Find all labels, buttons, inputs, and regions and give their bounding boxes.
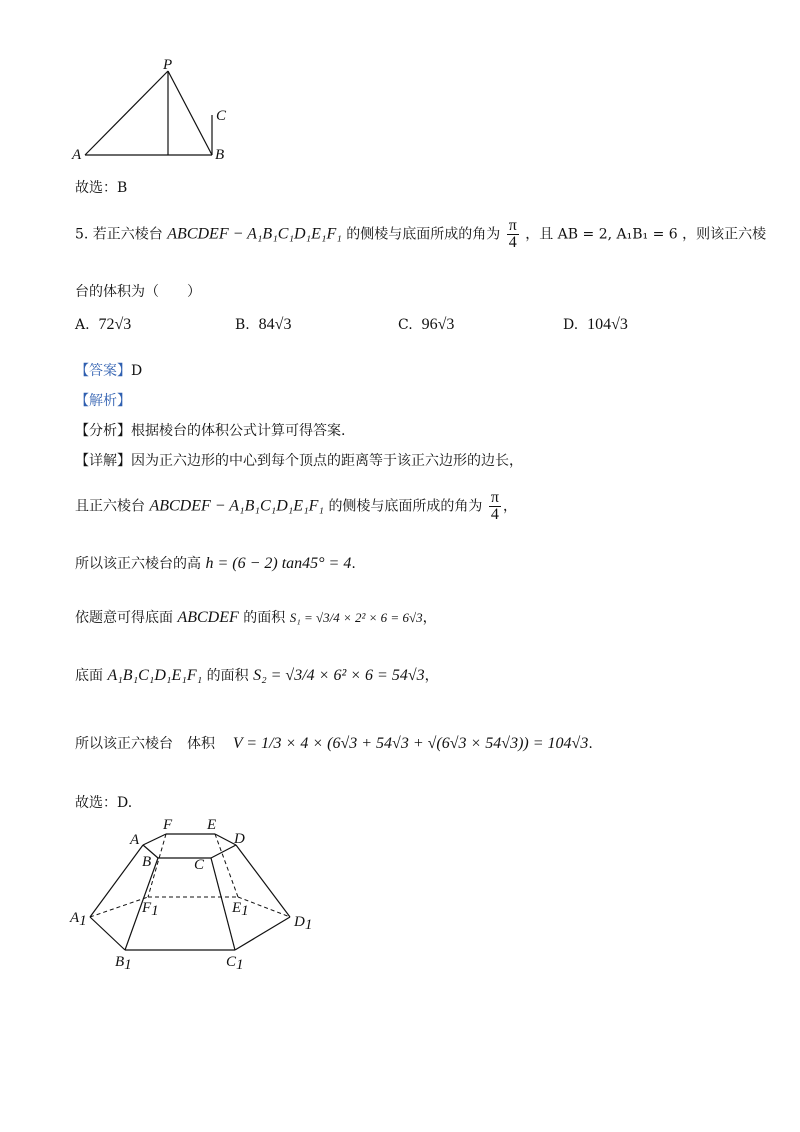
option-c[interactable]: C. 96√3: [398, 316, 455, 333]
label-c: C: [216, 108, 227, 124]
label-D: D: [234, 831, 245, 847]
solution-volume: 所以该正六棱台 体积 V = 1/3 × 4 × (6√3 + 54√3 + √(6√3 × 54√3)) = 104√3.: [75, 735, 593, 752]
label-b: B: [215, 147, 225, 163]
solution-area1: 依题意可得底面 ABCDEF 的面积 S₁ = √3/4 × 2² × 6 = 6√3，: [75, 609, 437, 626]
final-answer: 故选：D.: [75, 795, 133, 811]
label-F1: F1: [142, 900, 159, 919]
option-b[interactable]: B. 84√3: [235, 316, 292, 333]
q5-angle-fraction: $\frac{\pi}{4}$: [508, 217, 517, 251]
q5-prefix: 5. 若正六棱台: [75, 226, 163, 243]
area2-formula: S₂ = √3/4 × 6² × 6 = 54√3: [253, 667, 425, 684]
label-p: P: [163, 57, 173, 73]
answer-value: D: [131, 363, 143, 379]
label-A: A: [130, 832, 140, 848]
solution-line2: 且正六棱台 ABCDEF − A₁B₁C₁D₁E₁F₁ 的侧棱与底面所成的角为 $\frac{\pi}{4}$ ，: [75, 489, 517, 523]
xiangjie-line: 【详解】因为正六边形的中心到每个顶点的距离等于该正六边形的边长，: [75, 453, 523, 469]
option-d[interactable]: D. 104√3: [563, 316, 628, 333]
figure-triangle-pab: [60, 55, 250, 170]
volume-formula: V = 1/3 × 4 × (6√3 + 54√3 + √(6√3 × 54√3)) = 104√3: [232, 735, 589, 752]
answer-tag: 【答案】: [75, 363, 131, 379]
label-D1: D1: [294, 914, 313, 933]
question-5-line1: [75, 218, 766, 251]
answer-q4: 故选：B: [75, 180, 128, 196]
q5-mid: 的侧棱与底面所成的角为: [346, 226, 501, 243]
label-a: A: [72, 147, 82, 163]
label-C: C: [194, 857, 205, 873]
label-E: E: [207, 817, 217, 833]
label-B1: B1: [115, 954, 132, 973]
label-B: B: [142, 854, 152, 870]
label-F: F: [163, 817, 173, 833]
label-C1: C1: [226, 954, 244, 973]
label-A1: A1: [70, 910, 87, 929]
solution-height: 所以该正六棱台的高 h = (6 − 2) tan45° = 4.: [75, 555, 356, 572]
answer-line: [75, 360, 142, 380]
area1-formula: S₁ = √3/4 × 2² × 6 = 6√3: [289, 610, 423, 625]
option-a[interactable]: A. 72√3: [75, 316, 132, 333]
question-5-line2: 台的体积为（ ）: [75, 284, 201, 300]
solution-area2: 底面 A₁B₁C₁D₁E₁F₁ 的面积 S₂ = √3/4 × 6² × 6 = 54√3，: [75, 667, 439, 684]
fenxi-line: 【分析】根据棱台的体积公式计算可得答案.: [75, 423, 346, 439]
q5-frustum: ABCDEF − A₁B₁C₁D₁E₁F₁: [167, 225, 342, 243]
q5-condition: ，且 AB = 2, A₁B₁ = 6 ，则该正六棱: [525, 226, 767, 243]
analysis-tag: 【解析】: [75, 393, 131, 409]
figure-hexagonal-frustum: [60, 810, 330, 980]
label-E1: E1: [232, 900, 249, 919]
height-formula: h = (6 − 2) tan45° = 4: [205, 555, 352, 572]
